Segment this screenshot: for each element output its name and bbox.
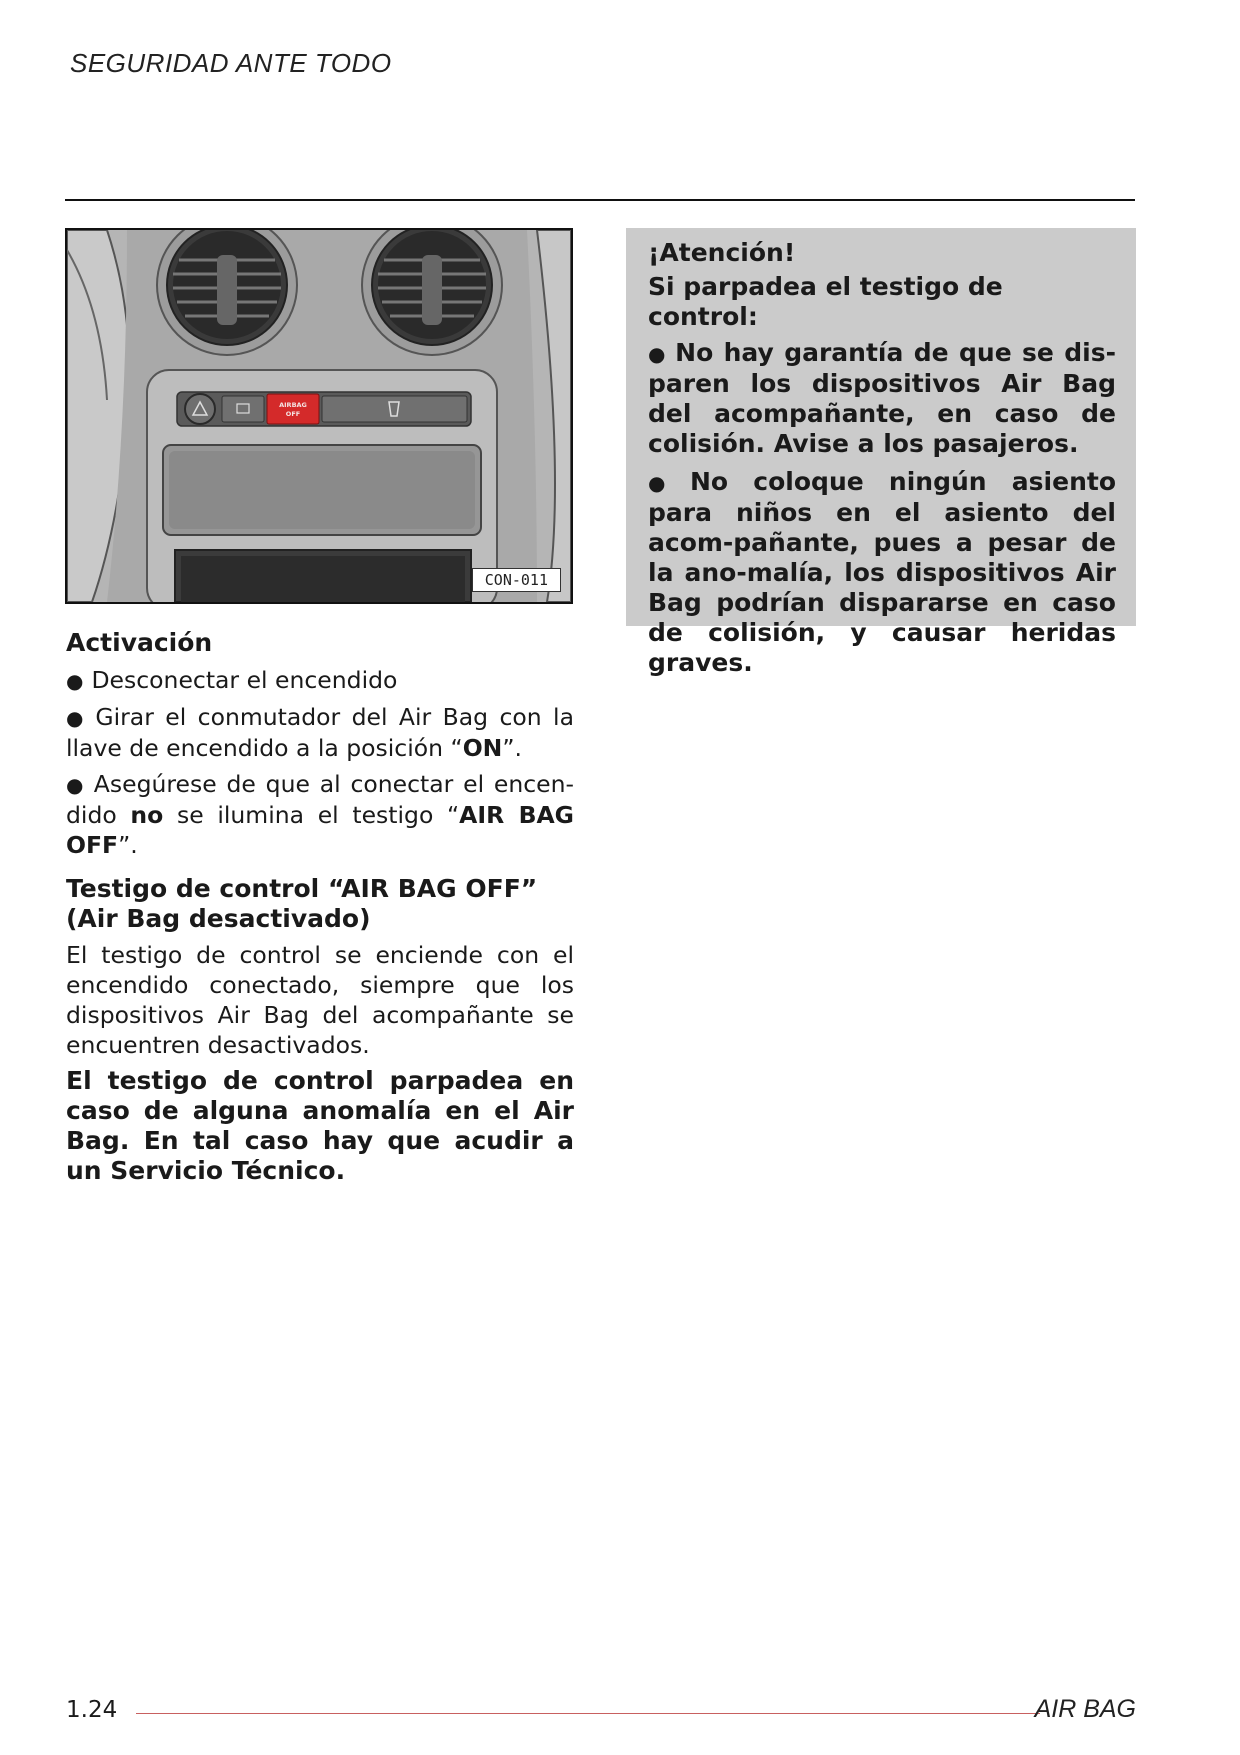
figure-code: CON-011: [472, 568, 561, 592]
activation-item-3: [66, 769, 574, 860]
control-paragraph: El testigo de control se enciende con el encendido conectado, siempre que los dispositivos Air Bag del acompañante se encuentren desactivados.: [66, 941, 574, 1059]
control-title-line1: Testigo de control “AIR BAG OFF”: [66, 874, 538, 903]
activation-item-3-end: ”.: [118, 831, 138, 859]
warning-subtitle: Si parpadea el testigo de control:: [648, 272, 1003, 331]
airbag-label-line2: OFF: [285, 410, 301, 418]
activation-title: Activación: [66, 628, 213, 657]
warning-item-1-text: No hay garantía de que se dis-paren los dispositivos Air Bag del acompañante, en caso de colisión. Avise a los pasajeros.: [648, 338, 1116, 458]
dashboard-figure: [65, 228, 573, 604]
activation-item-3-text: Asegúrese de que al conectar el encen-dido: [66, 770, 575, 829]
page-number: 1.24: [66, 1697, 118, 1723]
warning-title: ¡Atención!: [648, 238, 796, 267]
footer-rule: [136, 1713, 1040, 1714]
top-rule: [65, 199, 1135, 201]
warning-box: [626, 228, 1136, 677]
warning-item-2: [648, 467, 1116, 678]
activation-item-2-end: ”.: [502, 734, 522, 762]
airbag-off-indicator: [267, 394, 319, 424]
activation-item-1-text: Desconectar el encendido: [91, 666, 398, 694]
dashboard-illustration: [67, 230, 571, 602]
airbag-off-keyword: AIR BAG OFF: [66, 801, 574, 859]
right-air-vent: [362, 230, 502, 355]
airbag-label-line1: AIRBAG: [279, 401, 307, 409]
warning-item-2-text: No coloque ningún asiento para niños en el asiento del acom-pañante, pues a pesar de la ano-malía, los dispositivos Air Bag podrían dispararse en caso de colisión, y causar heridas graves.: [648, 467, 1117, 677]
left-air-vent: [157, 230, 297, 355]
warning-item-1: [648, 338, 1116, 459]
on-keyword: ON: [462, 734, 503, 762]
control-title-line2: (Air Bag desactivado): [66, 904, 371, 933]
activation-item-2: [66, 702, 574, 763]
left-column: [66, 627, 574, 1192]
activation-item-2-text: Girar el conmutador del Air Bag con la llave de encendido a la posición “: [66, 703, 574, 762]
no-keyword: no: [130, 801, 164, 829]
activation-item-3-middle: se ilumina el testigo “: [163, 801, 460, 829]
section-header: SEGURIDAD ANTE TODO: [70, 48, 392, 78]
control-title: [66, 874, 574, 934]
activation-item-1: [66, 665, 574, 696]
control-bold-paragraph: El testigo de control parpadea en caso de alguna anomalía en el Air Bag. En tal caso hay que acudir a un Servicio Técnico.: [66, 1066, 574, 1185]
chapter-title: AIR BAG: [1034, 1695, 1136, 1723]
